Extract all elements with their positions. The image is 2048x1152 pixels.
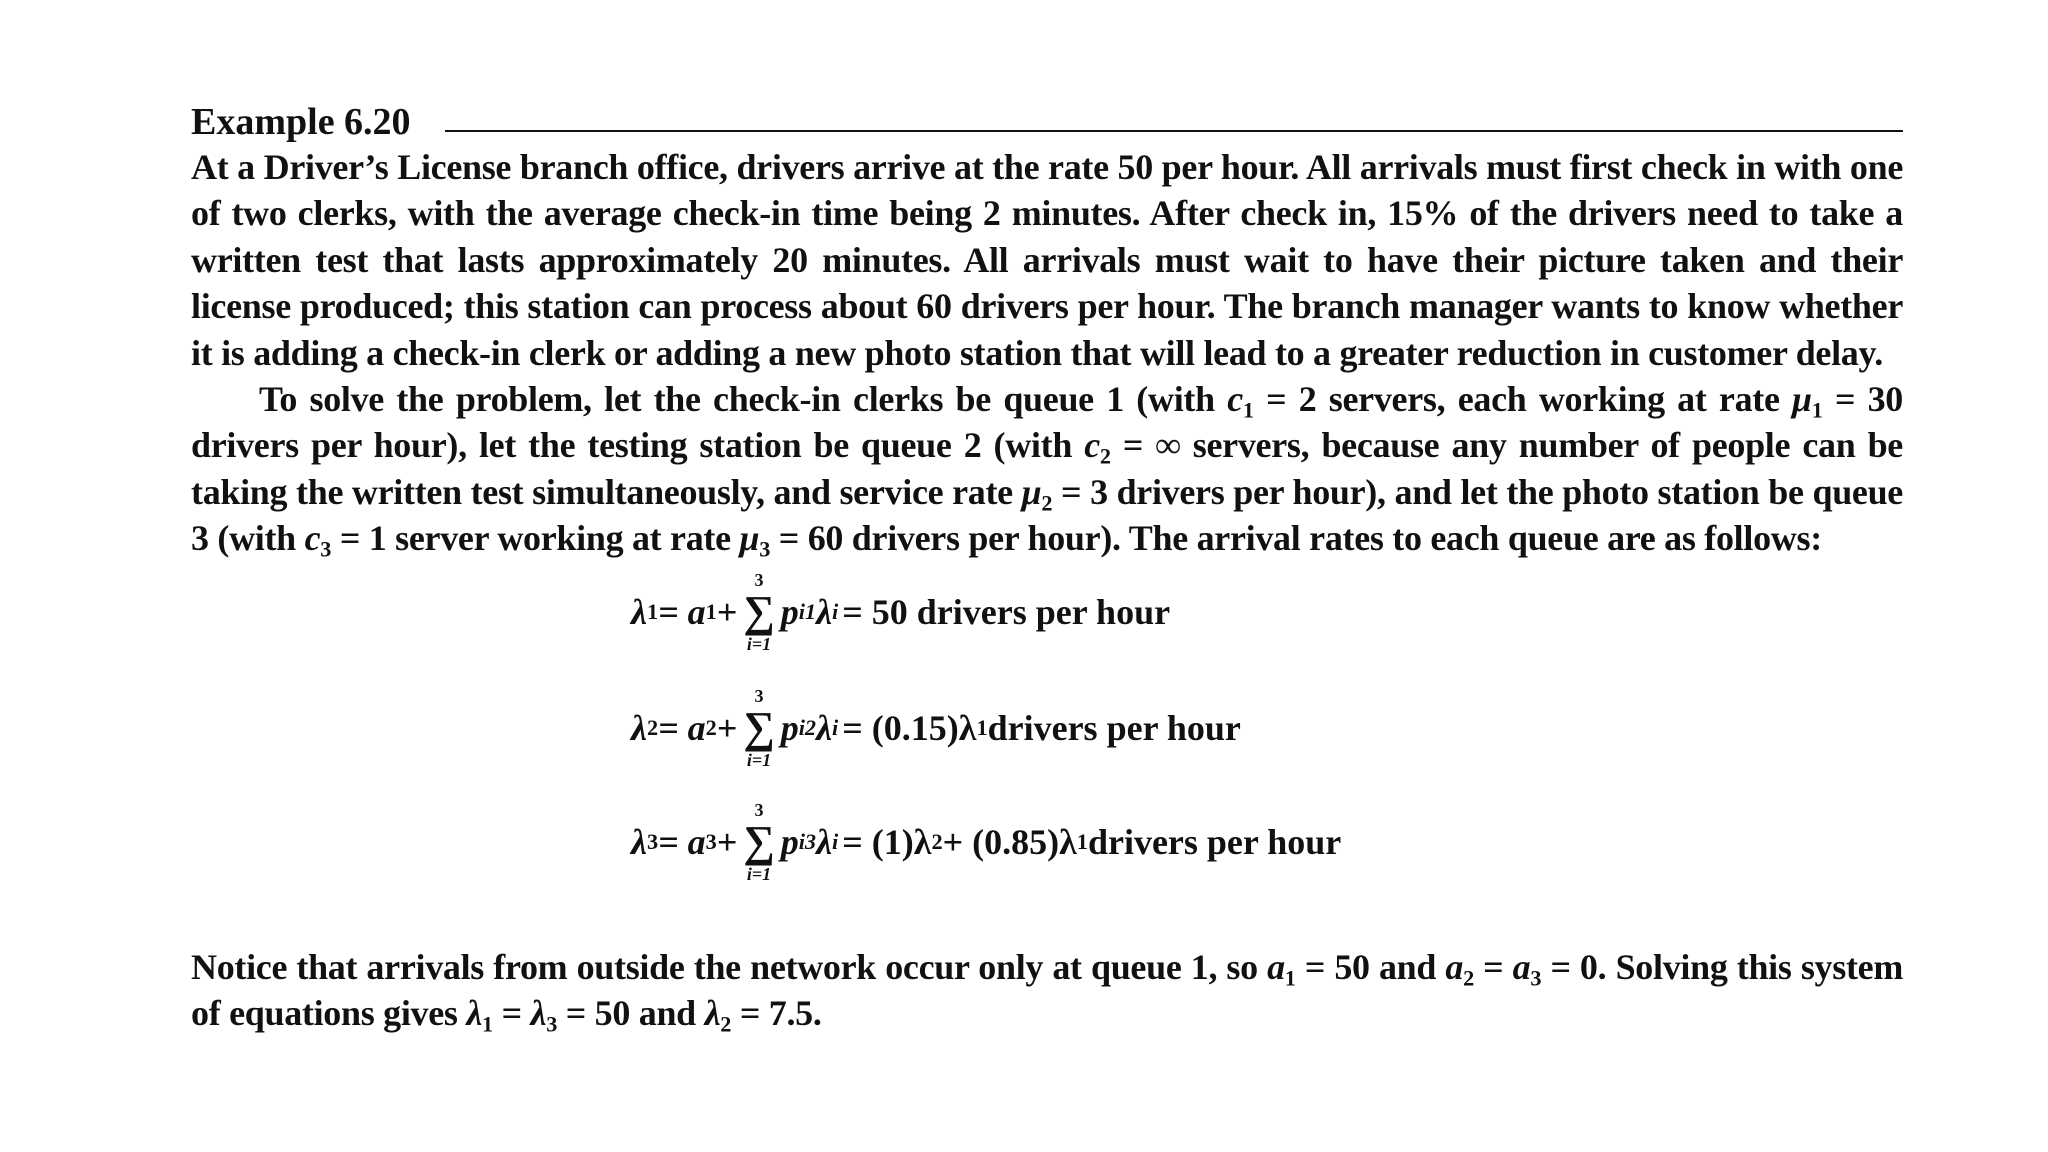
conclusion-paragraph: Notice that arrivals from outside the network occur only at queue 1, so $a_1 = 50$ and $a_2 = a_3 = 0$. Solving this system of equations gives $\lambda_1 = \lambda_3 = 50$ and $\lambda_2 = 7.5$. xyxy=(191,946,1904,1037)
summation-symbol: 3 ∑ i=1 xyxy=(743,799,775,884)
summation-symbol: 3 ∑ i=1 xyxy=(743,685,775,770)
summation-symbol: 3 ∑ i=1 xyxy=(743,569,775,654)
equation-lambda-1: λ 1 = a 1 + 3 ∑ i=1 p i1 λ i = 50 drivers per hour xyxy=(631,569,1171,654)
example-title: Example 6.20 xyxy=(191,101,411,143)
example-heading-row xyxy=(191,96,1903,144)
solution-paragraph: To solve the problem, let the check-in clerks be queue 1 (with $c_1 = 2$ servers, each working at rate $\mu_1 = 30$ drivers per hour), let the testing station be queue 2 (with $c_2$ = ∞ servers, because any number of people can be taking the written test simultaneously, and service rate $\mu_2 = 3$ drivers per hour), and let the photo station be queue 3 (with $c_3 = 1$ server working at rate $\mu_3 = 60$ drivers per hour). The arrival rates to each queue are as follows: xyxy=(191,379,1903,562)
problem-paragraph: At a Driver’s License branch office, drivers arrive at the rate 50 per hour. All arrivals must first check in with one of two clerks, with the average check-in time being 2 minutes. After check in, 15% of the drivers need to take a written test that lasts approximately 20 minutes. All arrivals must wait to have their picture taken and their license produced; this station can process about 60 drivers per hour. The branch manager wants to know whether it is adding a check-in clerk or adding a new photo station that will lead to a greater reduction in customer delay. xyxy=(191,147,1903,373)
arrival-rate-equations xyxy=(631,570,1903,922)
equation-lambda-2: λ 2 = a 2 + 3 ∑ i=1 p i2 λ i = (0.15)λ 1 drivers per hour xyxy=(631,685,1241,770)
example-page xyxy=(191,96,1903,1036)
heading-rule xyxy=(445,130,1903,132)
equation-lambda-3: λ 3 = a 3 + 3 ∑ i=1 p i3 λ i = (1)λ 2 + (0.85)λ 1 drivers per hour xyxy=(631,799,1342,884)
